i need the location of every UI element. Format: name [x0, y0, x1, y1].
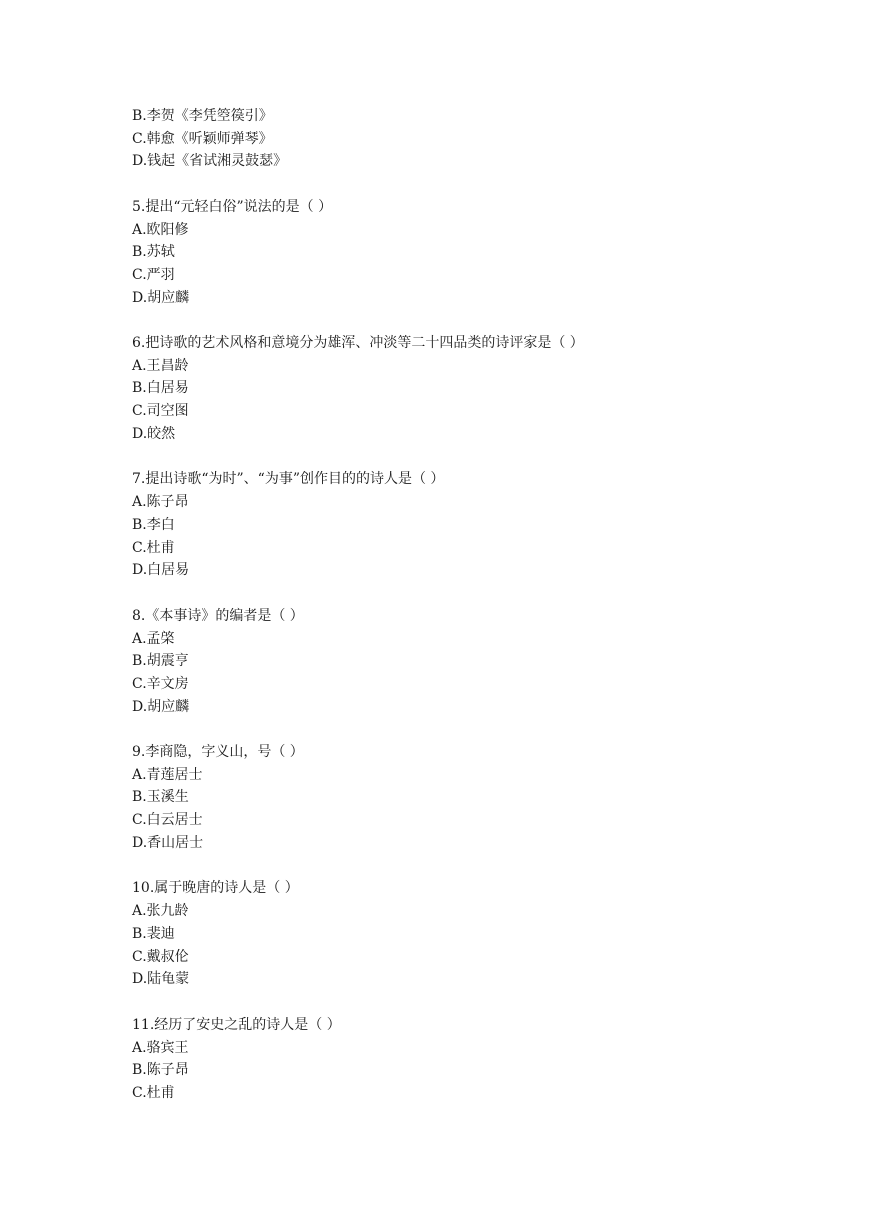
option-10d: D.陆龟蒙 [132, 971, 190, 987]
option-6d: D.皎然 [132, 426, 176, 442]
option-4d: D.钱起《省试湘灵鼓瑟》 [132, 153, 288, 169]
option-7c: C.杜甫 [132, 540, 175, 556]
option-11b: B.陈子昂 [132, 1062, 189, 1078]
option-11a: A.骆宾王 [132, 1040, 189, 1056]
option-8b: B.胡震亨 [132, 653, 189, 669]
option-6c: C.司空图 [132, 403, 189, 419]
option-4b: B.李贺《李凭箜篌引》 [132, 108, 273, 124]
option-11c: C.杜甫 [132, 1085, 175, 1101]
option-9c: C.白云居士 [132, 812, 203, 828]
question-5-prompt: 5.提出“元轻白俗”说法的是（ ） [132, 199, 333, 215]
option-10b: B.裴迪 [132, 926, 175, 942]
option-7b: B.李白 [132, 517, 175, 533]
option-6a: A.王昌龄 [132, 358, 189, 374]
option-10c: C.戴叔伦 [132, 949, 189, 965]
question-6-prompt: 6.把诗歌的艺术风格和意境分为雄浑、冲淡等二十四品类的诗评家是（ ） [132, 335, 584, 351]
option-9d: D.香山居士 [132, 835, 204, 851]
option-7a: A.陈子昂 [132, 494, 189, 510]
question-10-prompt: 10.属于晚唐的诗人是（ ） [132, 880, 299, 896]
option-10a: A.张九龄 [132, 903, 189, 919]
option-9b: B.玉溪生 [132, 789, 189, 805]
option-8c: C.辛文房 [132, 676, 189, 692]
option-9a: A.青莲居士 [132, 767, 203, 783]
option-5b: B.苏轼 [132, 244, 175, 260]
question-11-prompt: 11.经历了安史之乱的诗人是（ ） [132, 1017, 341, 1033]
question-7-prompt: 7.提出诗歌“为时”、“为事”创作目的的诗人是（ ） [132, 471, 445, 487]
option-5c: C.严羽 [132, 267, 175, 283]
option-7d: D.白居易 [132, 562, 190, 578]
option-4c: C.韩愈《听颖师弹琴》 [132, 131, 273, 147]
option-5d: D.胡应麟 [132, 290, 190, 306]
option-8d: D.胡应麟 [132, 699, 190, 715]
option-8a: A.孟棨 [132, 631, 175, 647]
option-5a: A.欧阳修 [132, 222, 189, 238]
question-8-prompt: 8.《本事诗》的编者是（ ） [132, 608, 304, 624]
option-6b: B.白居易 [132, 380, 189, 396]
question-9-prompt: 9.李商隐，字义山，号（ ） [132, 744, 304, 760]
